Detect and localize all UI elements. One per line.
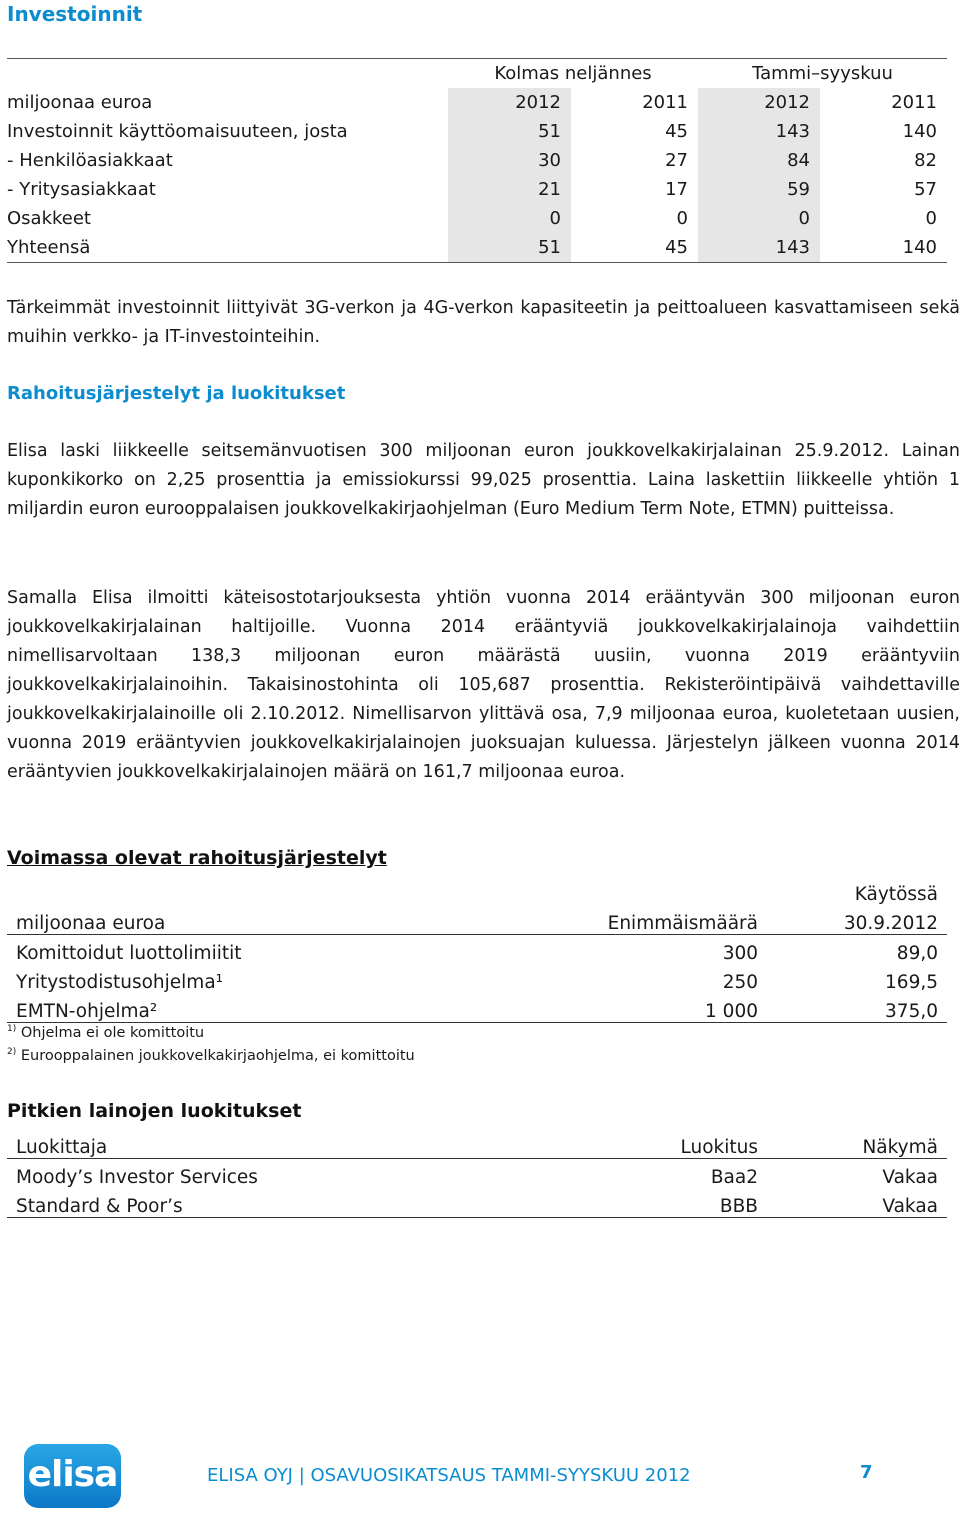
table-header-row: [7, 905, 947, 935]
rating-value: Baa2: [710, 1167, 758, 1188]
cell-value: 0: [448, 204, 571, 233]
ratings-table: [7, 1129, 947, 1218]
year-header: 2011: [642, 92, 688, 113]
year-header: 2012: [448, 88, 571, 117]
footer-text: ELISA OYJ | OSAVUOSIKATSAUS TAMMI-SYYSKUU 2012: [207, 1465, 691, 1486]
cell-value: 300: [722, 943, 758, 964]
table-row: [7, 204, 947, 233]
page-title: Investoinnit: [7, 2, 143, 26]
cell-value: 143: [698, 117, 820, 146]
table-row: [7, 146, 947, 175]
cell-value: 84: [698, 146, 820, 175]
table-row: [7, 993, 947, 1023]
table-row-total: [7, 233, 947, 263]
investments-table: [7, 58, 947, 263]
unit-label: miljoonaa euroa: [7, 92, 153, 113]
elisa-logo: elisa: [24, 1444, 121, 1508]
cell-value: 17: [665, 179, 688, 200]
cell-value: 140: [820, 233, 947, 263]
table-year-header-row: [7, 88, 947, 117]
column-header-used-line2: 30.9.2012: [767, 905, 947, 935]
cell-value: 45: [665, 121, 688, 142]
table-header-row: [7, 876, 947, 905]
outlook-value: Vakaa: [882, 1167, 938, 1188]
table-row: [7, 1188, 947, 1218]
column-header-used-line1: Käytössä: [854, 884, 938, 905]
footnote-text: Ohjelma ei ole komittoitu: [20, 1024, 205, 1041]
row-label: - Henkilöasiakkaat: [7, 150, 173, 171]
cell-value: 250: [722, 972, 758, 993]
investments-paragraph: Tärkeimmät investoinnit liittyivät 3G-verkon ja 4G-verkon kapasiteetin ja peittoalueen kasvattamiseen sekä muihin verkko- ja IT-investointeihin.: [7, 298, 960, 347]
table-group-header-row: [7, 59, 947, 89]
cell-value: 89,0: [896, 943, 938, 964]
group-header-quarter: Kolmas neljännes: [448, 59, 698, 89]
cell-value: 0: [925, 208, 937, 229]
facilities-table: [7, 876, 947, 1023]
table-row: [7, 964, 947, 993]
row-label: Yhteensä: [7, 233, 448, 263]
cell-value: 45: [571, 233, 698, 263]
row-label: Yritystodistusohjelma¹: [16, 972, 224, 993]
row-label: Komittoidut luottolimiitit: [16, 943, 242, 964]
cell-value: 21: [448, 175, 571, 204]
table-row: [7, 175, 947, 204]
ratings-heading: Pitkien lainojen luokitukset: [7, 1100, 302, 1122]
cell-value: 30: [448, 146, 571, 175]
column-header-agency: Luokittaja: [7, 1129, 537, 1159]
footnote-1: [7, 1024, 204, 1041]
cell-value: 0: [698, 204, 820, 233]
agency-name: Moody’s Investor Services: [16, 1167, 258, 1188]
page-number: 7: [860, 1462, 873, 1483]
agency-name: Standard & Poor’s: [7, 1188, 537, 1218]
financing-paragraph-1: Elisa laski liikkeelle seitsemänvuotisen 300 miljoonan euron joukkovelkakirjalainan 25.9.2012. Lainan kuponkikorko on 2,25 prosenttia ja emissiokurssi 99,025 prosenttia. Laina laskettiin liikkeelle yhtiön 1 miljardin euron eurooppalaisen joukkovelkakirjaohjelman (Euro Medium Term Note, ETMN) puitteissa.: [7, 441, 960, 519]
financing-paragraph-2: Samalla Elisa ilmoitti käteisostotarjouksesta yhtiön vuonna 2014 erääntyvän 300 miljoonan euron joukkovelkakirjalainan haltijoille. Vuonna 2014 erääntyviä joukkovelkakirjalainoja vaihdettiin nimellisarvoltaan 138,3 miljoonan euron määrästä uusiin, vuonna 2019 erääntyviin joukkovelkakirjalainoihin. Takaisinostohinta oli 105,687 prosenttia. Rekisteröintipäivä vaihdettaville joukkovelkakirjalainoille oli 2.10.2012. Nimellisarvon ylittävä osa, 7,9 miljoonaa euroa, kuoletetaan uusien, vuonna 2019 erääntyvien joukkovelkakirjalainojen juoksuajan kuluessa. Järjestelyn jälkeen vuonna 2014 erääntyvien joukkovelkakirjalainojen määrä on 161,7 miljoonaa euroa.: [7, 588, 960, 782]
footnote-mark: 2): [7, 1047, 17, 1057]
row-label: Osakkeet: [7, 208, 91, 229]
row-label: Investoinnit käyttöomaisuuteen, josta: [7, 121, 348, 142]
cell-value: 1 000: [537, 993, 767, 1023]
cell-value: 375,0: [767, 993, 947, 1023]
cell-value: 59: [698, 175, 820, 204]
footnote-mark: 1): [7, 1024, 17, 1034]
table-row: [7, 1159, 947, 1189]
cell-value: 82: [914, 150, 937, 171]
year-header: 2011: [891, 92, 937, 113]
footnote-text: Eurooppalainen joukkovelkakirjaohjelma, ei komittoitu: [20, 1047, 415, 1064]
table-header-row: [7, 1129, 947, 1159]
facilities-heading: Voimassa olevat rahoitusjärjestelyt: [7, 847, 387, 869]
year-header: 2012: [698, 88, 820, 117]
column-header-max: Enimmäismäärä: [537, 905, 767, 935]
unit-label: miljoonaa euroa: [7, 905, 537, 935]
group-header-ytd: Tammi–syyskuu: [698, 59, 947, 89]
cell-value: 140: [902, 121, 937, 142]
column-header-rating: Luokitus: [537, 1129, 767, 1159]
cell-value: 143: [698, 233, 820, 263]
cell-value: 0: [676, 208, 688, 229]
table-row: [7, 117, 947, 146]
cell-value: 169,5: [885, 972, 938, 993]
rating-value: BBB: [537, 1188, 767, 1218]
cell-value: 27: [665, 150, 688, 171]
footnote-2: [7, 1047, 415, 1064]
cell-value: 51: [448, 233, 571, 263]
financing-heading: Rahoitusjärjestelyt ja luokitukset: [7, 383, 346, 404]
row-label: EMTN-ohjelma²: [7, 993, 537, 1023]
cell-value: 51: [448, 117, 571, 146]
cell-value: 57: [914, 179, 937, 200]
row-label: - Yritysasiakkaat: [7, 179, 156, 200]
column-header-outlook: Näkymä: [767, 1129, 947, 1159]
table-row: [7, 935, 947, 965]
outlook-value: Vakaa: [767, 1188, 947, 1218]
